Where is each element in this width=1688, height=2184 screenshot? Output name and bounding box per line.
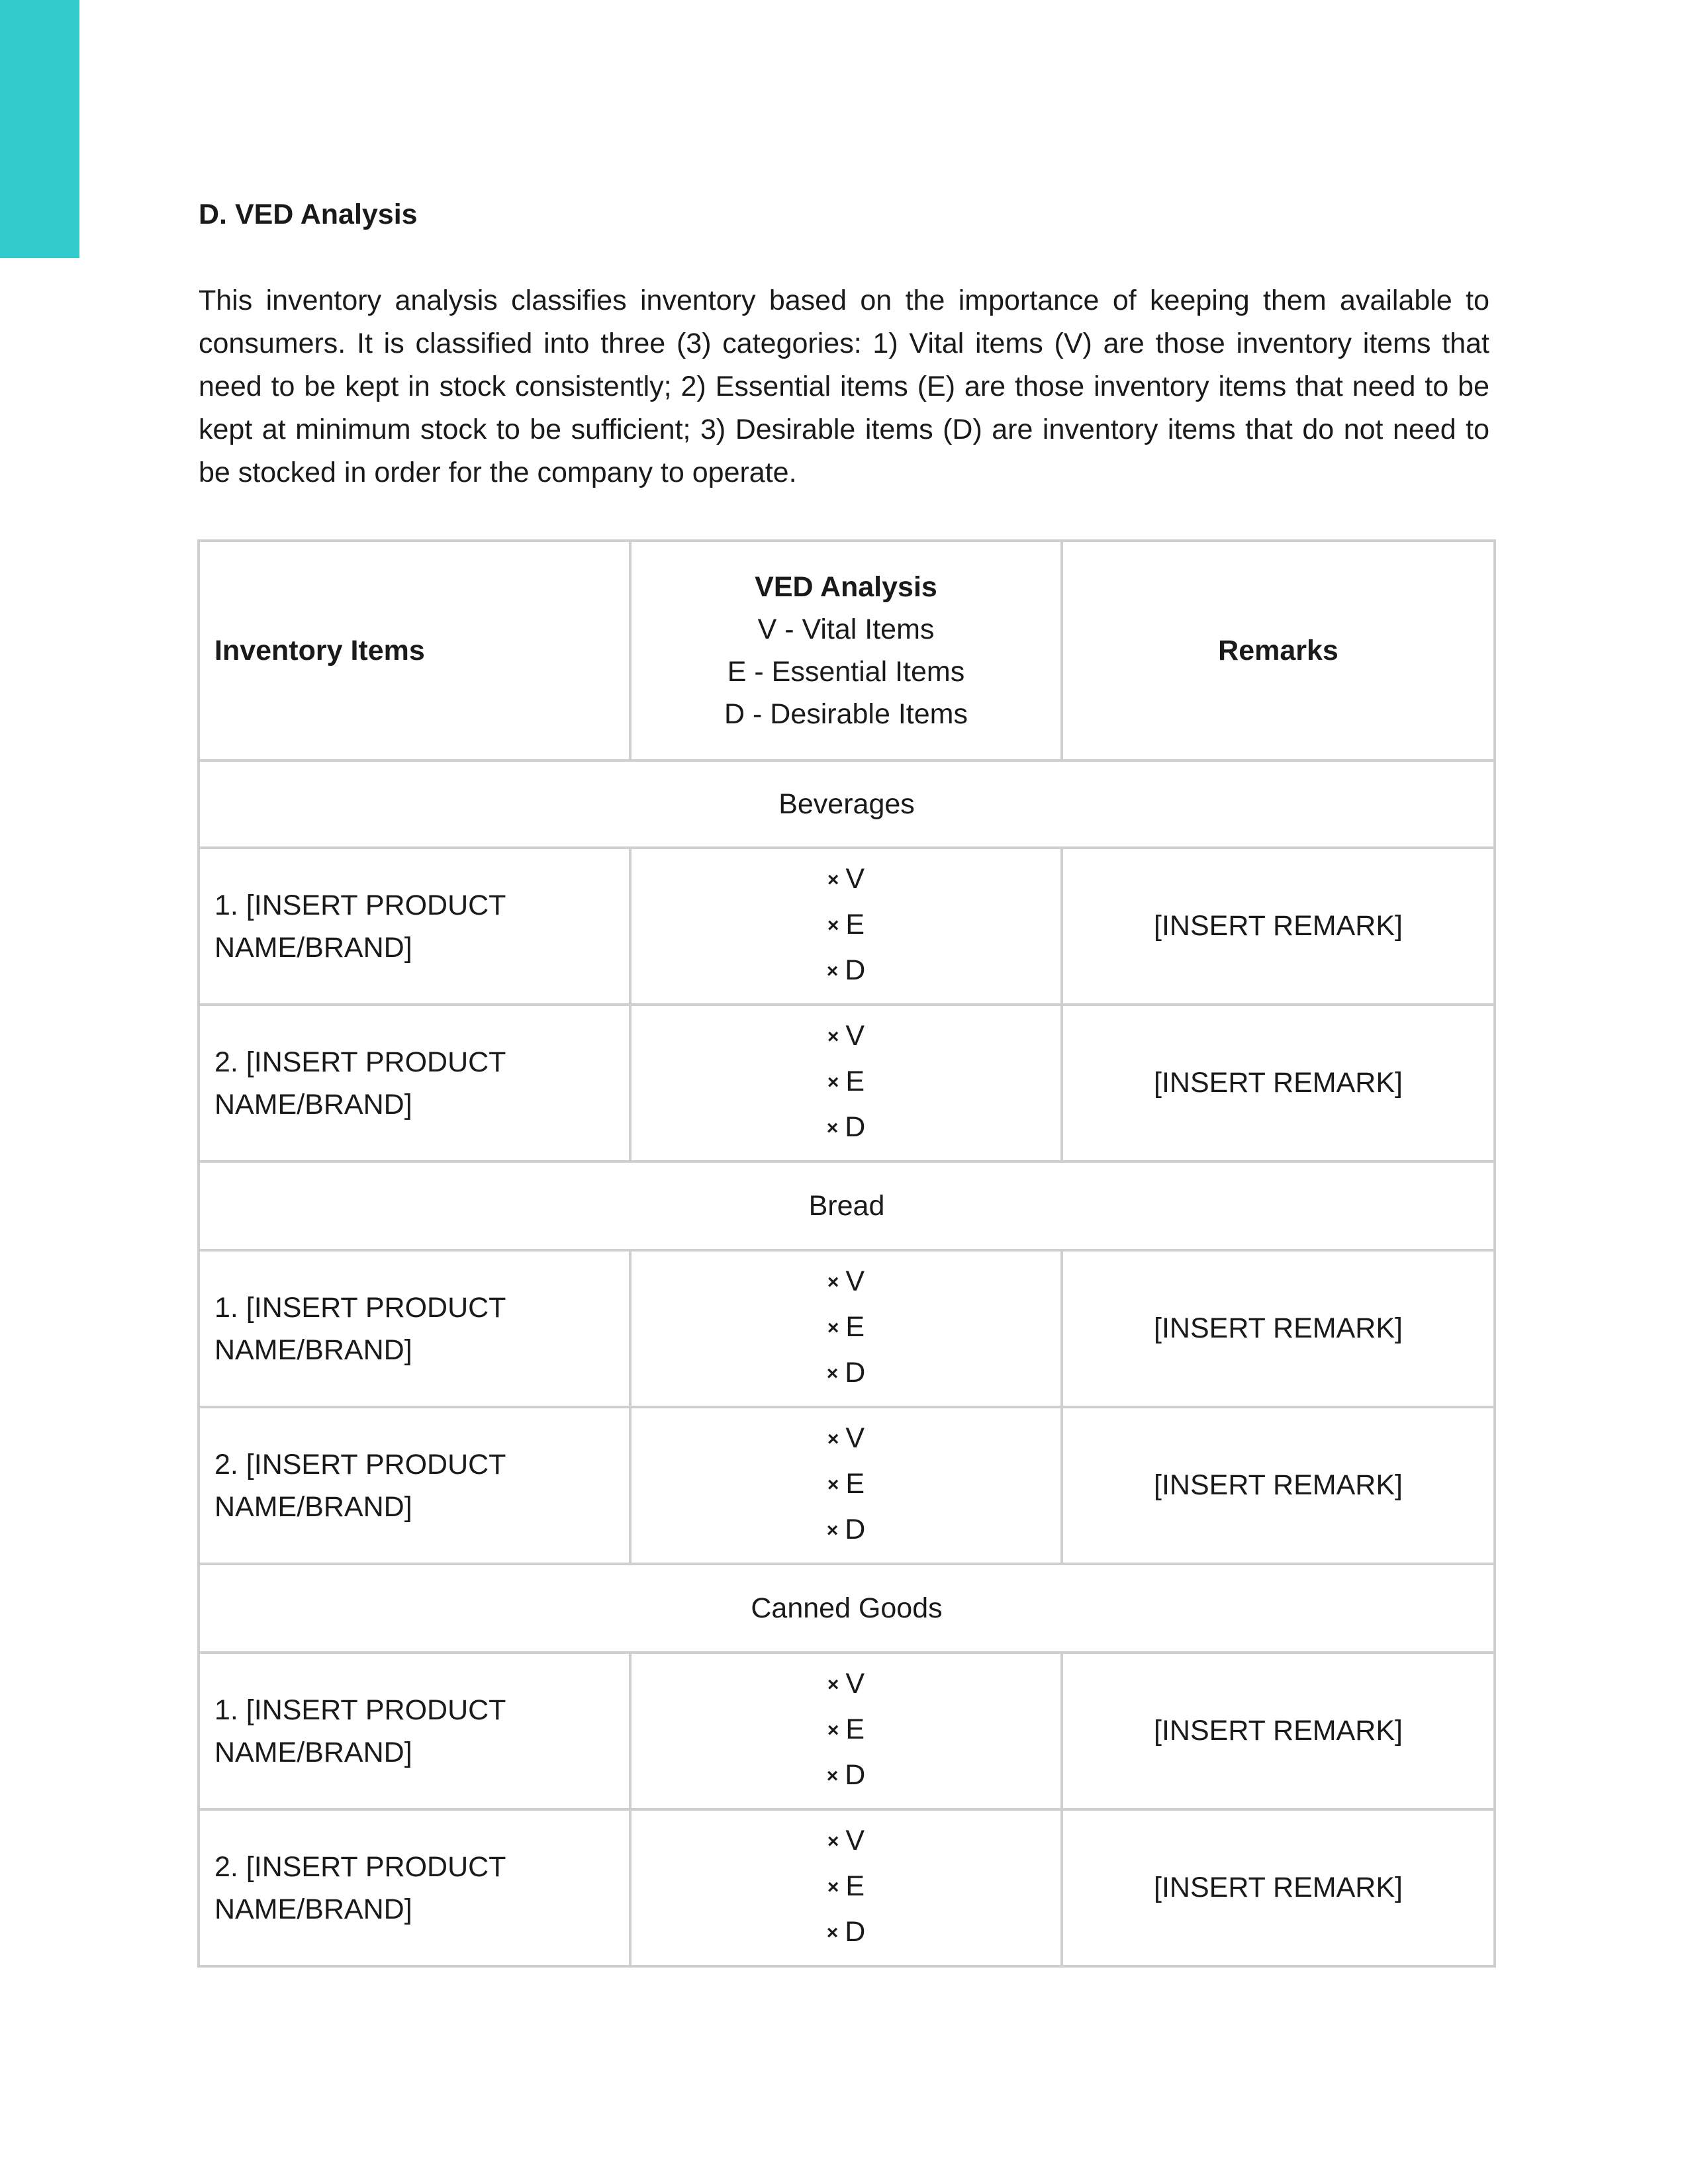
product-name-line: 2. [INSERT PRODUCT — [214, 1046, 506, 1078]
ved-option-label: V — [845, 1422, 865, 1454]
cross-mark-icon: × — [827, 1474, 839, 1496]
cross-mark-icon: × — [827, 1071, 839, 1093]
product-name-cell[interactable] — [199, 1809, 630, 1966]
ved-option-label: V — [845, 863, 865, 895]
product-name-line: NAME/BRAND] — [214, 1490, 412, 1523]
product-name-cell[interactable] — [199, 1407, 630, 1564]
ved-option-label: E — [845, 1066, 865, 1097]
header-inventory-items: Inventory Items — [199, 541, 630, 760]
ved-option-v[interactable] — [632, 1015, 1060, 1060]
product-name-line: 2. [INSERT PRODUCT — [214, 1448, 506, 1480]
product-name-line: NAME/BRAND] — [214, 1736, 412, 1768]
ved-option-label: V — [845, 1668, 865, 1700]
cross-mark-icon: × — [826, 1520, 839, 1541]
ved-option-label: E — [845, 1468, 865, 1500]
ved-options-cell — [630, 1653, 1062, 1809]
cross-mark-icon: × — [827, 1271, 839, 1293]
table-row — [199, 1407, 1495, 1564]
ved-option-d[interactable] — [632, 1106, 1060, 1152]
ved-option-label: D — [845, 1916, 866, 1948]
cross-mark-icon: × — [826, 960, 839, 982]
remark-cell[interactable]: [INSERT REMARK] — [1062, 848, 1495, 1005]
category-title: Canned Goods — [199, 1564, 1495, 1653]
ved-option-d[interactable] — [632, 949, 1060, 995]
cross-mark-icon: × — [827, 1876, 839, 1898]
product-name-line: 2. [INSERT PRODUCT — [214, 1850, 506, 1883]
remark-cell[interactable]: [INSERT REMARK] — [1062, 1653, 1495, 1809]
ved-option-d[interactable] — [632, 1351, 1060, 1397]
table-row — [199, 848, 1495, 1005]
cross-mark-icon: × — [827, 1026, 839, 1048]
cross-mark-icon: × — [827, 1317, 839, 1339]
ved-option-label: D — [845, 954, 866, 986]
ved-options-cell — [630, 1407, 1062, 1564]
ved-option-e[interactable] — [632, 1060, 1060, 1106]
cross-mark-icon: × — [826, 1117, 839, 1139]
ved-option-d[interactable] — [632, 1754, 1060, 1799]
cross-mark-icon: × — [826, 1922, 839, 1944]
ved-option-v[interactable] — [632, 1260, 1060, 1306]
product-name-line: NAME/BRAND] — [214, 1334, 412, 1366]
category-row — [199, 1161, 1495, 1250]
product-name-cell[interactable] — [199, 1653, 630, 1809]
ved-option-v[interactable] — [632, 1662, 1060, 1708]
product-name-line: 1. [INSERT PRODUCT — [214, 1694, 506, 1726]
ved-option-label: D — [845, 1514, 866, 1545]
header-ved-line-essential: E - Essential Items — [727, 656, 965, 688]
ved-options-cell — [630, 1250, 1062, 1407]
ved-option-label: V — [845, 1020, 865, 1052]
table-row — [199, 1250, 1495, 1407]
cross-mark-icon: × — [827, 1831, 839, 1852]
product-name-line: NAME/BRAND] — [214, 1893, 412, 1925]
ved-option-label: V — [845, 1265, 865, 1297]
ved-option-v[interactable] — [632, 858, 1060, 903]
ved-options-cell — [630, 1005, 1062, 1161]
ved-option-label: D — [845, 1357, 866, 1388]
cross-mark-icon: × — [827, 1428, 839, 1450]
category-title: Bread — [199, 1161, 1495, 1250]
ved-option-e[interactable] — [632, 1865, 1060, 1911]
cross-mark-icon: × — [826, 1765, 839, 1787]
cross-mark-icon: × — [826, 1363, 839, 1385]
ved-option-label: E — [845, 909, 865, 940]
ved-option-label: E — [845, 1311, 865, 1343]
table-row — [199, 1653, 1495, 1809]
remark-cell[interactable]: [INSERT REMARK] — [1062, 1407, 1495, 1564]
product-name-line: NAME/BRAND] — [214, 931, 412, 964]
ved-option-label: D — [845, 1759, 866, 1791]
ved-table — [197, 539, 1496, 1968]
cross-mark-icon: × — [827, 915, 839, 936]
ved-option-d[interactable] — [632, 1508, 1060, 1554]
cross-mark-icon: × — [827, 1719, 839, 1741]
product-name-cell[interactable] — [199, 848, 630, 1005]
cross-mark-icon: × — [827, 1674, 839, 1696]
product-name-line: 1. [INSERT PRODUCT — [214, 1291, 506, 1324]
accent-bar — [0, 0, 79, 258]
remark-cell[interactable]: [INSERT REMARK] — [1062, 1005, 1495, 1161]
ved-option-d[interactable] — [632, 1911, 1060, 1956]
table-header-row — [199, 541, 1495, 760]
ved-option-label: E — [845, 1713, 865, 1745]
remark-cell[interactable]: [INSERT REMARK] — [1062, 1809, 1495, 1966]
header-ved-line-desirable: D - Desirable Items — [724, 698, 968, 730]
ved-options-cell — [630, 848, 1062, 1005]
table-row — [199, 1809, 1495, 1966]
product-name-line: NAME/BRAND] — [214, 1088, 412, 1120]
header-ved-title: VED Analysis — [755, 571, 937, 603]
header-ved-analysis — [630, 541, 1062, 760]
ved-options-cell — [630, 1809, 1062, 1966]
category-row — [199, 760, 1495, 848]
ved-option-e[interactable] — [632, 903, 1060, 949]
category-row — [199, 1564, 1495, 1653]
header-ved-line-vital: V - Vital Items — [757, 614, 935, 645]
header-remarks: Remarks — [1062, 541, 1495, 760]
ved-option-v[interactable] — [632, 1417, 1060, 1463]
ved-option-e[interactable] — [632, 1306, 1060, 1351]
cross-mark-icon: × — [827, 869, 839, 891]
ved-option-e[interactable] — [632, 1708, 1060, 1754]
table-row — [199, 1005, 1495, 1161]
remark-cell[interactable]: [INSERT REMARK] — [1062, 1250, 1495, 1407]
ved-option-e[interactable] — [632, 1463, 1060, 1508]
product-name-line: 1. [INSERT PRODUCT — [214, 889, 506, 921]
product-name-cell[interactable] — [199, 1005, 630, 1161]
section-title: D. VED Analysis — [199, 199, 418, 230]
category-title: Beverages — [199, 760, 1495, 848]
ved-option-label: E — [845, 1870, 865, 1902]
ved-option-label: V — [845, 1825, 865, 1856]
ved-option-label: D — [845, 1111, 866, 1143]
ved-option-v[interactable] — [632, 1819, 1060, 1865]
intro-paragraph: This inventory analysis classifies inventory based on the importance of keeping them available to consumers. It is classified into three (3) categories: 1) Vital items (V) are those inventory items that need to be kept in stock consistently; 2) Essential items (E) are those inventory items that need to be kept at minimum stock to be sufficient; 3) Desirable items (D) are inventory items that do not need to be stocked in order for the company to operate. — [199, 285, 1489, 488]
product-name-cell[interactable] — [199, 1250, 630, 1407]
